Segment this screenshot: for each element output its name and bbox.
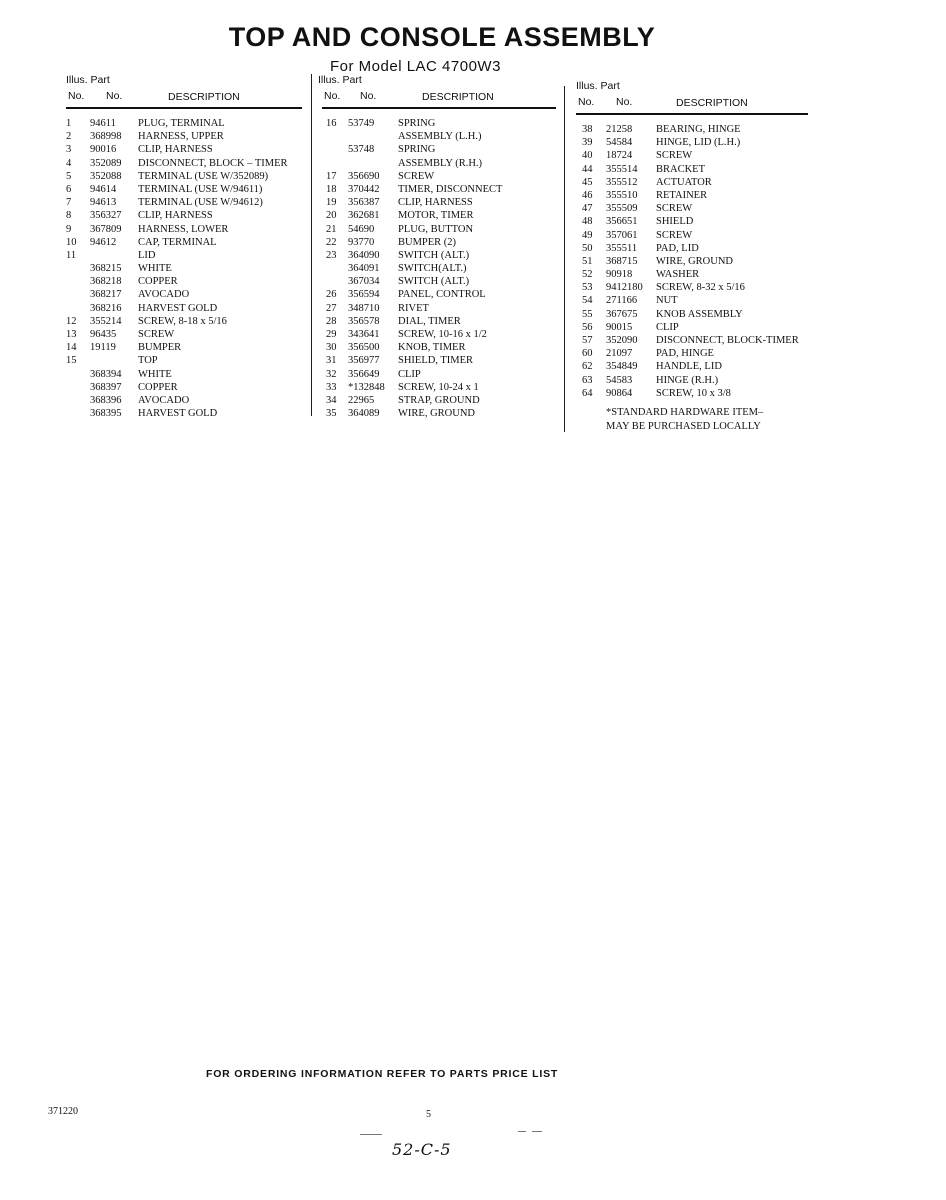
- header-illus-part: Illus. Part: [318, 74, 362, 86]
- part-number: 368216: [90, 302, 122, 314]
- part-description: CLIP, HARNESS: [138, 210, 213, 222]
- part-description: DISCONNECT, BLOCK-TIMER: [656, 335, 799, 346]
- illus-number: 56: [582, 321, 593, 333]
- parts-row: [576, 295, 808, 308]
- illus-number: 54: [582, 295, 593, 307]
- illus-number: 11: [66, 249, 77, 261]
- scan-mark: [360, 1134, 382, 1135]
- parts-row: [576, 137, 808, 150]
- part-number: 368397: [90, 381, 122, 393]
- header-description: DESCRIPTION: [676, 97, 748, 109]
- part-description: WASHER: [656, 269, 700, 281]
- part-number: 94612: [90, 236, 117, 248]
- parts-row: [66, 224, 302, 237]
- parts-row: [66, 263, 302, 276]
- part-number: 352088: [90, 170, 122, 182]
- parts-row: [322, 382, 556, 395]
- parts-row: [66, 250, 302, 263]
- part-description: WIRE, GROUND: [398, 408, 475, 420]
- parts-row: [576, 177, 808, 190]
- part-description: SPRING: [398, 144, 436, 156]
- part-description: RETAINER: [656, 189, 708, 201]
- parts-row: [322, 263, 556, 276]
- illus-number: 9: [66, 223, 72, 235]
- illus-number: 18: [326, 183, 337, 195]
- illus-number: 55: [582, 308, 593, 320]
- part-number: 54583: [606, 374, 633, 386]
- part-number: 368395: [90, 408, 122, 420]
- parts-row: [66, 237, 302, 250]
- parts-row: [322, 408, 556, 421]
- parts-row: [322, 303, 556, 316]
- parts-row: [66, 329, 302, 342]
- part-description: SCREW, 10-16 x 1/2: [398, 329, 487, 340]
- part-number: 356651: [606, 216, 638, 228]
- part-description: CLIP, HARNESS: [138, 144, 213, 156]
- header-rule: [576, 113, 808, 115]
- illus-number: 22: [326, 236, 337, 248]
- handwritten-code: 52-C-5: [392, 1140, 452, 1159]
- part-number: 94613: [90, 197, 117, 209]
- parts-row: [66, 395, 302, 408]
- parts-row: [576, 230, 808, 243]
- part-description: WHITE: [138, 368, 172, 380]
- illus-number: 1: [66, 118, 72, 129]
- part-number: 356649: [348, 368, 380, 380]
- column-header: [66, 74, 302, 118]
- parts-row: [66, 316, 302, 329]
- parts-row: [576, 216, 808, 229]
- part-description: TERMINAL (USE W/94612): [138, 197, 263, 209]
- illus-number: 34: [326, 394, 337, 406]
- part-description: SWITCH (ALT.): [398, 249, 470, 261]
- illus-number: 10: [66, 236, 77, 248]
- page-title: TOP AND CONSOLE ASSEMBLY: [228, 22, 656, 52]
- part-number: 355512: [606, 176, 638, 188]
- parts-list: [322, 118, 556, 421]
- parts-row: [66, 342, 302, 355]
- part-description: CLIP: [398, 368, 421, 380]
- illus-number: 8: [66, 210, 72, 222]
- part-description: BRACKET: [656, 163, 706, 175]
- part-description: SCREW: [656, 203, 693, 215]
- column-divider: [311, 74, 312, 416]
- parts-row: [322, 131, 556, 144]
- part-number: 355214: [90, 315, 122, 327]
- column-header: [318, 74, 556, 118]
- illus-number: 44: [582, 163, 593, 175]
- parts-row: [576, 190, 808, 203]
- header-description: DESCRIPTION: [168, 91, 240, 103]
- header-illus-part: Illus. Part: [66, 74, 110, 86]
- illus-number: 53: [582, 282, 593, 294]
- illus-number: 27: [326, 302, 337, 314]
- parts-list: [66, 118, 302, 421]
- part-description: WIRE, GROUND: [656, 255, 733, 267]
- parts-row: [66, 355, 302, 368]
- illus-number: 60: [582, 348, 593, 360]
- illus-number: 39: [582, 137, 593, 149]
- parts-row: [66, 369, 302, 382]
- part-number: 352090: [606, 335, 638, 346]
- part-description: CLIP: [656, 321, 679, 333]
- part-number: 53749: [348, 118, 375, 129]
- part-number: 90864: [606, 387, 633, 399]
- header-illus-no: No.: [324, 90, 341, 102]
- parts-row: [322, 369, 556, 382]
- header-part-no: No.: [106, 90, 123, 102]
- parts-row: [322, 250, 556, 263]
- part-number: 348710: [348, 302, 380, 314]
- illus-number: 28: [326, 315, 337, 327]
- part-number: 271166: [606, 295, 638, 307]
- part-number: 356690: [348, 170, 380, 182]
- parts-row: [576, 375, 808, 388]
- illus-number: 57: [582, 335, 593, 346]
- part-description: TERMINAL (USE W/352089): [138, 170, 269, 182]
- parts-row: [576, 243, 808, 256]
- header-illus-part: Illus. Part: [576, 80, 620, 92]
- part-number: 364091: [348, 263, 380, 275]
- part-description: HANDLE, LID: [656, 361, 722, 373]
- parts-row: [576, 388, 808, 401]
- part-number: 355511: [606, 242, 638, 254]
- part-number: 93770: [348, 236, 375, 248]
- page-subtitle: For Model LAC 4700W3: [330, 58, 501, 75]
- part-number: 90918: [606, 269, 633, 281]
- part-number: 370442: [348, 183, 380, 195]
- document-number: 371220: [48, 1106, 78, 1117]
- part-number: 368215: [90, 263, 122, 275]
- part-number: 367809: [90, 223, 122, 235]
- part-description: SPRING: [398, 118, 436, 129]
- part-number: 21258: [606, 124, 633, 135]
- parts-row: [576, 335, 808, 348]
- illus-number: 62: [582, 361, 593, 373]
- part-number: 356578: [348, 315, 380, 327]
- part-number: 90016: [90, 144, 117, 156]
- parts-row: [576, 322, 808, 335]
- parts-row: [66, 171, 302, 184]
- part-description: SWITCH(ALT.): [398, 263, 467, 275]
- scan-mark: [518, 1131, 526, 1132]
- part-description: AVOCADO: [138, 289, 190, 301]
- part-description: BUMPER (2): [398, 236, 457, 248]
- header-rule: [66, 107, 302, 109]
- illus-number: 26: [326, 289, 337, 301]
- illus-number: 14: [66, 342, 77, 354]
- illus-number: 6: [66, 183, 72, 195]
- part-description: LID: [138, 249, 156, 261]
- illus-number: 46: [582, 189, 593, 201]
- parts-row: [322, 158, 556, 171]
- illus-number: 38: [582, 124, 593, 135]
- part-description: WHITE: [138, 263, 172, 275]
- parts-row: [576, 124, 808, 137]
- part-description: ACTUATOR: [656, 176, 712, 188]
- parts-row: [66, 158, 302, 171]
- part-description: PLUG, BUTTON: [398, 223, 474, 235]
- part-description: SWITCH (ALT.): [398, 276, 470, 288]
- illus-number: 47: [582, 203, 593, 215]
- header-illus-no: No.: [578, 96, 595, 108]
- parts-row: [576, 150, 808, 163]
- parts-column-2: [318, 74, 556, 421]
- part-description: DIAL, TIMER: [398, 315, 461, 327]
- parts-row: [576, 203, 808, 216]
- parts-row: [66, 276, 302, 289]
- illus-number: 51: [582, 255, 593, 267]
- illus-number: 13: [66, 329, 77, 340]
- part-number: 354849: [606, 361, 638, 373]
- illus-number: 23: [326, 249, 337, 261]
- illus-number: 4: [66, 157, 72, 169]
- illus-number: 19: [326, 197, 337, 209]
- parts-row: [322, 329, 556, 342]
- part-description: PAD, LID: [656, 242, 699, 254]
- part-number: 367675: [606, 308, 638, 320]
- parts-row: [576, 269, 808, 282]
- part-number: 357061: [606, 229, 638, 241]
- parts-row: [322, 144, 556, 157]
- part-number: 53748: [348, 144, 375, 156]
- illus-number: 5: [66, 170, 72, 182]
- parts-row: [66, 303, 302, 316]
- page-number: 5: [426, 1109, 431, 1120]
- parts-row: [66, 289, 302, 302]
- part-description: SCREW, 10 x 3/8: [656, 387, 731, 399]
- part-description: BEARING, HINGE: [656, 124, 741, 135]
- parts-row: [576, 282, 808, 295]
- part-number: 362681: [348, 210, 380, 222]
- part-description: TERMINAL (USE W/94611): [138, 183, 263, 195]
- parts-row: [322, 118, 556, 131]
- header-rule: [322, 107, 556, 109]
- illus-number: 31: [326, 355, 337, 367]
- illus-number: 30: [326, 342, 337, 354]
- part-description: SHIELD, TIMER: [398, 355, 474, 367]
- part-number: 94614: [90, 183, 117, 195]
- parts-row: [576, 309, 808, 322]
- part-number: 368218: [90, 276, 122, 288]
- illus-number: 12: [66, 315, 77, 327]
- part-description: AVOCADO: [138, 394, 190, 406]
- illus-number: 7: [66, 197, 72, 209]
- parts-row: [322, 289, 556, 302]
- part-description: STRAP, GROUND: [398, 394, 480, 406]
- parts-row: [66, 131, 302, 144]
- parts-row: [66, 210, 302, 223]
- parts-column-1: [66, 74, 302, 421]
- part-description: HINGE, LID (L.H.): [656, 137, 741, 149]
- part-number: 54690: [348, 223, 375, 235]
- illus-number: 49: [582, 229, 593, 241]
- part-number: 54584: [606, 137, 633, 149]
- part-number: 356387: [348, 197, 380, 209]
- illus-number: 45: [582, 176, 593, 188]
- column-header: [576, 80, 808, 124]
- part-description: CLIP, HARNESS: [398, 197, 473, 209]
- part-description: ASSEMBLY (L.H.): [398, 131, 482, 143]
- illus-number: 15: [66, 355, 77, 367]
- scan-mark: [532, 1131, 542, 1132]
- part-number: 356594: [348, 289, 380, 301]
- illus-number: 40: [582, 150, 593, 162]
- part-description: PANEL, CONTROL: [398, 289, 486, 301]
- illus-number: 16: [326, 118, 337, 129]
- part-number: 19119: [90, 342, 116, 354]
- part-description: SHIELD: [656, 216, 694, 228]
- part-description: TIMER, DISCONNECT: [398, 183, 503, 195]
- column-divider: [564, 86, 565, 432]
- parts-column-3: [576, 80, 808, 401]
- part-number: 368998: [90, 131, 122, 143]
- part-number: 364090: [348, 249, 380, 261]
- part-number: 364089: [348, 408, 380, 420]
- part-number: 355509: [606, 203, 638, 215]
- part-description: HARVEST GOLD: [138, 408, 218, 420]
- illus-number: 63: [582, 374, 593, 386]
- parts-row: [66, 197, 302, 210]
- header-part-no: No.: [616, 96, 633, 108]
- part-description: RIVET: [398, 302, 429, 314]
- illus-number: 32: [326, 368, 337, 380]
- illus-number: 35: [326, 408, 337, 420]
- parts-row: [322, 184, 556, 197]
- parts-row: [322, 395, 556, 408]
- parts-list: [576, 124, 808, 401]
- part-description: TOP: [138, 355, 158, 367]
- part-description: HARVEST GOLD: [138, 302, 218, 314]
- part-description: MOTOR, TIMER: [398, 210, 474, 222]
- part-description: SCREW: [656, 150, 693, 162]
- parts-row: [576, 348, 808, 361]
- part-number: 9412180: [606, 282, 643, 294]
- part-description: SCREW, 10-24 x 1: [398, 381, 479, 393]
- part-description: SCREW: [138, 329, 175, 340]
- illus-number: 3: [66, 144, 72, 156]
- parts-row: [576, 256, 808, 269]
- part-number: 368715: [606, 255, 638, 267]
- part-number: 90015: [606, 321, 633, 333]
- part-number: 355510: [606, 189, 638, 201]
- part-description: NUT: [656, 295, 678, 307]
- illus-number: 21: [326, 223, 337, 235]
- part-description: HARNESS, UPPER: [138, 131, 224, 143]
- part-description: DISCONNECT, BLOCK – TIMER: [138, 157, 288, 169]
- part-number: 368396: [90, 394, 122, 406]
- illus-number: 17: [326, 170, 337, 182]
- part-number: 96435: [90, 329, 117, 340]
- part-description: SCREW, 8-18 x 5/16: [138, 315, 227, 327]
- part-number: 352089: [90, 157, 122, 169]
- part-description: HINGE (R.H.): [656, 374, 719, 386]
- header-description: DESCRIPTION: [422, 91, 494, 103]
- part-description: SCREW: [656, 229, 693, 241]
- part-number: 368217: [90, 289, 122, 301]
- illus-number: 52: [582, 269, 593, 281]
- part-description: COPPER: [138, 276, 178, 288]
- header-part-no: No.: [360, 90, 377, 102]
- parts-row: [322, 342, 556, 355]
- part-number: 356977: [348, 355, 380, 367]
- part-description: ASSEMBLY (R.H.): [398, 157, 483, 169]
- parts-row: [322, 197, 556, 210]
- part-description: SCREW, 8-32 x 5/16: [656, 282, 745, 294]
- part-number: 368394: [90, 368, 122, 380]
- part-description: PAD, HINGE: [656, 348, 714, 360]
- parts-row: [66, 184, 302, 197]
- illus-number: 20: [326, 210, 337, 222]
- parts-row: [322, 210, 556, 223]
- parts-row: [66, 382, 302, 395]
- part-description: KNOB, TIMER: [398, 342, 466, 354]
- hardware-note: *STANDARD HARDWARE ITEM– MAY BE PURCHASED LOCALLY: [606, 407, 764, 432]
- part-description: KNOB ASSEMBLY: [656, 308, 743, 320]
- parts-row: [66, 118, 302, 131]
- parts-row: [322, 171, 556, 184]
- illus-number: 48: [582, 216, 593, 228]
- parts-row: [322, 276, 556, 289]
- part-number: 343641: [348, 329, 380, 340]
- part-number: 18724: [606, 150, 633, 162]
- part-number: 22965: [348, 394, 375, 406]
- parts-row: [576, 361, 808, 374]
- parts-row: [66, 408, 302, 421]
- illus-number: 33: [326, 381, 337, 393]
- parts-row: [322, 224, 556, 237]
- part-description: COPPER: [138, 381, 178, 393]
- illus-number: 2: [66, 131, 72, 143]
- part-number: 355514: [606, 163, 638, 175]
- part-description: SCREW: [398, 170, 435, 182]
- part-number: 367034: [348, 276, 380, 288]
- parts-row: [66, 144, 302, 157]
- ordering-info: FOR ORDERING INFORMATION REFER TO PARTS PRICE LIST: [206, 1068, 559, 1080]
- illus-number: 29: [326, 329, 337, 340]
- header-illus-no: No.: [68, 90, 85, 102]
- part-number: 94611: [90, 118, 116, 129]
- parts-row: [322, 316, 556, 329]
- part-description: BUMPER: [138, 342, 182, 354]
- illus-number: 50: [582, 242, 593, 254]
- part-number: 356327: [90, 210, 122, 222]
- illus-number: 64: [582, 387, 593, 399]
- part-description: PLUG, TERMINAL: [138, 118, 225, 129]
- part-description: CAP, TERMINAL: [138, 236, 217, 248]
- part-description: HARNESS, LOWER: [138, 223, 229, 235]
- part-number: *132848: [348, 381, 385, 393]
- parts-row: [576, 164, 808, 177]
- part-number: 21097: [606, 348, 633, 360]
- parts-row: [322, 355, 556, 368]
- parts-row: [322, 237, 556, 250]
- part-number: 356500: [348, 342, 380, 354]
